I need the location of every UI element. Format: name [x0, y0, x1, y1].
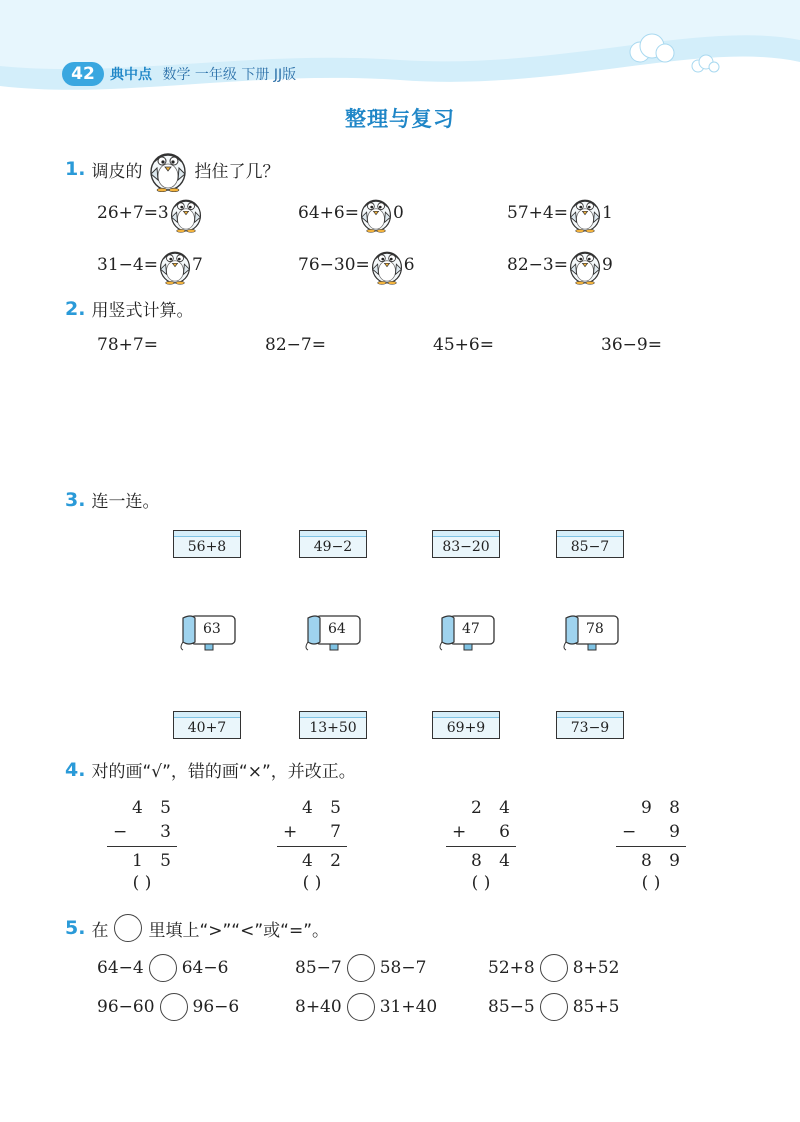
envelope-card[interactable]	[299, 530, 367, 558]
q1-equation	[298, 245, 415, 285]
compare-item	[97, 954, 228, 982]
compare-item	[295, 954, 426, 982]
envelope-label: 85−7	[570, 539, 610, 555]
q5-heading	[65, 914, 329, 942]
q1-equation	[507, 193, 613, 233]
cmp-left: 64−4	[97, 958, 144, 978]
vp-second: 6	[499, 822, 516, 842]
vp-second-row	[446, 820, 516, 844]
vp-second: 3	[160, 822, 177, 842]
page-title: 整理与复习	[345, 107, 455, 131]
eq-left: 82−3=	[507, 255, 568, 275]
penguin-icon	[158, 245, 192, 285]
vp-result: 8 9	[640, 851, 686, 871]
envelope-card[interactable]	[432, 711, 500, 739]
penguin-icon	[148, 146, 188, 192]
q5-text-after: 里填上“>”“<”或“=”。	[148, 920, 330, 941]
cmp-left: 96−60	[97, 997, 155, 1017]
q4-text: 对的画“√”，错的画“×”，并改正。	[91, 762, 356, 782]
brand-logo: 典中点	[110, 67, 152, 83]
eq-left: 76−30=	[298, 255, 370, 275]
vertical-problem	[107, 796, 177, 893]
answer-paren[interactable]: ( )	[132, 873, 152, 893]
envelope-label: 73−9	[570, 720, 610, 736]
vp-line	[277, 846, 347, 847]
q3-number: 3.	[65, 488, 86, 511]
mailbox[interactable]	[560, 612, 620, 652]
mailbox-number: 64	[328, 621, 346, 637]
q2-item: 82−7=	[265, 335, 326, 355]
q3-heading	[65, 487, 159, 512]
book-title: 数学 一年级 下册	[162, 67, 270, 83]
vertical-problem	[616, 796, 686, 893]
answer-paren[interactable]: ( )	[302, 873, 322, 893]
vertical-problem	[277, 796, 347, 893]
cmp-left: 85−7	[295, 958, 342, 978]
penguin-icon	[568, 245, 602, 285]
q5-text-before: 在	[91, 920, 109, 941]
mailbox[interactable]	[302, 612, 362, 652]
answer-circle[interactable]	[540, 993, 568, 1021]
envelope-card[interactable]	[556, 530, 624, 558]
q1-text-before: 调皮的	[91, 161, 143, 182]
vp-second: 7	[330, 822, 347, 842]
eq-right: 7	[191, 255, 203, 275]
envelope-label: 13+50	[309, 720, 357, 736]
q4-heading	[65, 757, 356, 782]
vp-top: 4 5	[131, 798, 177, 818]
eq-right: 6	[403, 255, 415, 275]
answer-circle-icon	[114, 914, 142, 942]
envelope-label: 56+8	[187, 539, 227, 555]
edition: JJ版	[273, 67, 297, 83]
mailbox-number: 78	[586, 621, 604, 637]
q5-number: 5.	[65, 917, 86, 939]
vp-operator: −	[113, 822, 134, 842]
compare-item	[488, 954, 619, 982]
cmp-left: 8+40	[295, 997, 342, 1017]
cmp-right: 96−6	[192, 997, 240, 1017]
q2-item: 78+7=	[97, 335, 158, 355]
compare-item	[97, 993, 239, 1021]
envelope-label: 83−20	[442, 539, 490, 555]
mailbox[interactable]	[436, 612, 496, 652]
vertical-problem	[446, 796, 516, 893]
vp-line	[616, 846, 686, 847]
answer-paren[interactable]: ( )	[471, 873, 491, 893]
cmp-left: 85−5	[488, 997, 535, 1017]
envelope-label: 69+9	[446, 720, 486, 736]
penguin-icon	[568, 193, 602, 233]
header-wave	[0, 0, 800, 100]
q1-heading	[65, 146, 279, 192]
vp-second-row	[616, 820, 686, 844]
q1-equation	[97, 193, 203, 233]
answer-circle[interactable]	[540, 954, 568, 982]
eq-right: 0	[392, 203, 404, 223]
cmp-right: 31+40	[379, 997, 438, 1017]
eq-left: 64+6=	[298, 203, 359, 223]
q1-text-after: 挡住了几？	[194, 161, 280, 182]
q1-equation	[298, 193, 404, 233]
envelope-card[interactable]	[173, 711, 241, 739]
envelope-card[interactable]	[432, 530, 500, 558]
q2-text: 用竖式计算。	[91, 301, 194, 321]
q2-number: 2.	[65, 297, 86, 320]
cmp-right: 85+5	[572, 997, 620, 1017]
cmp-right: 8+52	[572, 958, 620, 978]
vp-operator: +	[283, 822, 304, 842]
vp-result: 8 4	[470, 851, 516, 871]
envelope-card[interactable]	[556, 711, 624, 739]
penguin-icon	[359, 193, 393, 233]
q2-item: 36−9=	[601, 335, 662, 355]
mailbox-number: 47	[462, 621, 480, 637]
vp-second-row	[107, 820, 177, 844]
eq-right: 9	[601, 255, 613, 275]
envelope-label: 49−2	[313, 539, 353, 555]
envelope-label: 40+7	[187, 720, 227, 736]
mailbox[interactable]	[177, 612, 237, 652]
q1-equation	[97, 245, 203, 285]
vp-top: 4 5	[301, 798, 347, 818]
eq-left: 57+4=	[507, 203, 568, 223]
envelope-card[interactable]	[173, 530, 241, 558]
answer-circle[interactable]	[160, 993, 188, 1021]
answer-circle[interactable]	[347, 954, 375, 982]
q2-heading	[65, 296, 193, 321]
answer-circle[interactable]	[347, 993, 375, 1021]
header-book-info	[110, 64, 296, 84]
cmp-right: 58−7	[379, 958, 427, 978]
vp-result: 4 2	[301, 851, 347, 871]
vp-top: 2 4	[470, 798, 516, 818]
compare-item	[295, 993, 437, 1021]
answer-paren[interactable]: ( )	[641, 873, 661, 893]
eq-left: 31−4=	[97, 255, 158, 275]
vp-second: 9	[669, 822, 686, 842]
vp-result: 1 5	[131, 851, 177, 871]
penguin-icon	[370, 245, 404, 285]
envelope-card[interactable]	[299, 711, 367, 739]
eq-right: 1	[601, 203, 613, 223]
vp-line	[446, 846, 516, 847]
vp-second-row	[277, 820, 347, 844]
eq-left: 26+7=3	[97, 203, 169, 223]
answer-circle[interactable]	[149, 954, 177, 982]
cmp-right: 64−6	[181, 958, 229, 978]
penguin-icon	[169, 193, 203, 233]
q2-item: 45+6=	[433, 335, 494, 355]
page-number-badge: 42	[62, 62, 104, 86]
cmp-left: 52+8	[488, 958, 535, 978]
q1-number: 1.	[65, 158, 86, 180]
compare-item	[488, 993, 619, 1021]
vp-operator: −	[622, 822, 643, 842]
q3-text: 连一连。	[91, 492, 160, 512]
q1-equation	[507, 245, 613, 285]
vp-line	[107, 846, 177, 847]
q4-number: 4.	[65, 758, 86, 781]
mailbox-number: 63	[203, 621, 221, 637]
vp-operator: +	[452, 822, 473, 842]
vp-top: 9 8	[640, 798, 686, 818]
